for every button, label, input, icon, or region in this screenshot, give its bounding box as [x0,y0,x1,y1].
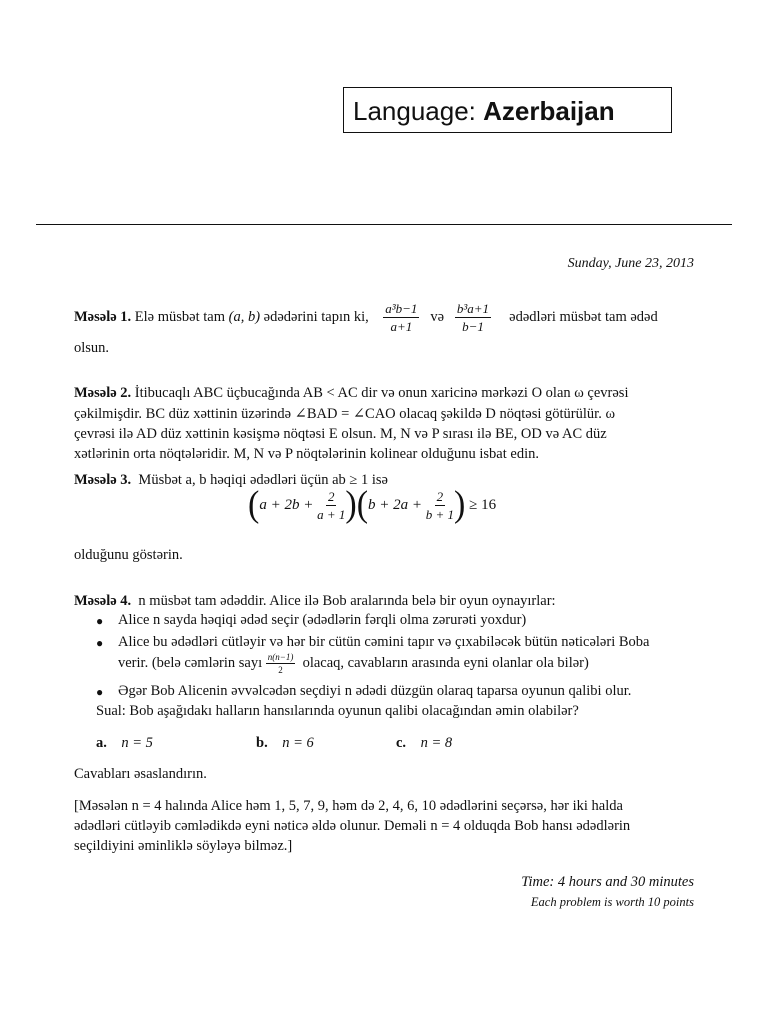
problem1-line2: olsun. [74,340,110,356]
answer-c-value: n = 8 [420,735,453,751]
time-limit: Time: 4 hours and 30 minutes [521,874,694,890]
answer-a [96,735,153,752]
problem3-line1 [74,472,388,489]
f1-prefix: a + 2b + [259,496,314,513]
problem2-text1: İtibucaqlı ABC üçbucağında AB < AC dir və onun xaricinə mərkəzi O olan ω çevrəsi [134,385,629,401]
language-value: Azerbaijan [483,96,615,126]
problem2-line4: xətlərinin orta nöqtələridir. M, N və P nöqtələrinin kolinear olduğunu isbat edin. [74,446,539,462]
header-divider [36,224,732,225]
date: Sunday, June 23, 2013 [567,256,694,271]
problem4-justify: Cavabları əsaslandırın. [74,766,207,782]
f1-numerator: 2 [327,488,335,504]
problem4-example1: [Məsələn n = 4 halında Alice həm 1, 5, 7, 9, həm də 2, 4, 6, 10 ədədlərini seçərsə, hər iki halda [74,798,623,814]
problem2-line3: çevrəsi ilə AD düz xəttinin kəsişmə nöqtəsi E olsun. M, N və P sırası ilə BE, OD və AC düz [74,426,607,442]
answer-a-value: n = 5 [121,735,153,751]
problem3-outro: olduğunu göstərin. [74,547,183,563]
problem4-line1 [74,593,556,610]
left-paren-1: ( [248,484,260,525]
right-paren-1: ) [345,484,357,525]
problem4-example2: ədədləri cütləyib cəmlədikdə eyni nəticə əldə olunur. Deməli n = 4 olduqda Bob hansı ədədlərin [74,818,631,834]
problem4-bullet1: Alice n sayda həqiqi ədəd seçir (ədədlərin fərqli olma zərurəti yoxdur) [118,612,527,628]
f1-fraction [317,489,345,522]
bullet2-frac-denominator: 2 [278,665,283,675]
bullet2-text-a: verir. (belə cəmlərin sayı [118,655,263,671]
points-note: Each problem is worth 10 points [530,895,694,909]
f2-denominator: b + 1 [425,506,455,522]
inequality-rhs: ≥ 16 [469,496,497,513]
frac1-numerator: a³b−1 [385,301,418,316]
problem4-question: Sual: Bob aşağıdakı halların hansılarında oyunun qalibi olacağından əmin olabilər? [96,703,579,719]
problem2-line1 [74,385,628,402]
frac1-denominator: a+1 [390,319,413,334]
right-paren-2: ) [454,484,466,525]
problem1-text-a: Elə müsbət tam [134,309,225,325]
language-label: Language: [353,96,476,126]
problem1-text-b: ədədərini tapın ki, [263,309,369,325]
answer-c-label: c. [396,735,407,751]
f2-fraction [426,489,454,522]
f2-prefix: b + 2a + [368,496,423,513]
problem2-label: Məsələ 2. [74,385,132,401]
frac2-numerator: b³a+1 [456,301,490,316]
bullet-dot-2: ● [96,636,104,650]
problem1-conj: və [430,309,444,325]
problem4-example3: seçildiyini əminliklə söyləyə bilməz.] [74,838,293,854]
f1-denominator: a + 1 [317,506,346,522]
left-paren-2: ( [356,484,369,525]
answer-b-label: b. [256,735,268,751]
problem1-frac2 [455,301,491,334]
problem1-frac1 [383,301,419,334]
f2-numerator: 2 [436,488,444,504]
language-box [343,87,672,133]
answer-b [256,735,314,752]
problem3-inequality [248,484,497,525]
problem1-text-c: ədədləri müsbət tam ədəd [509,309,658,325]
problem3-intro: Müsbət a, b həqiqi ədədləri üçün ab ≥ 1 isə [138,472,388,488]
frac2-denominator: b−1 [462,319,484,334]
bullet-dot-3: ● [96,685,104,699]
problem4-intro: n müsbət tam ədəddir. Alice ilə Bob aralarında belə bir oyun oynayırlar: [138,593,556,609]
problem4-bullet2-line2 [118,652,589,675]
answer-b-value: n = 6 [282,735,314,751]
answer-c [396,735,452,752]
bullet2-fraction [266,652,296,675]
problem1-label: Məsələ 1. [74,309,132,325]
problem4-bullet2-line1: Alice bu ədədləri cütləyir və hər bir cütün cəmini tapır və çıxabiləcək bütün nəticələri Boba [118,634,650,650]
bullet2-text-b: olacaq, cavabların arasında eyni olanlar ola bilər) [302,655,589,671]
problem2-line2: çəkilmişdir. BC düz xəttinin üzərində ∠BAD = ∠CAO olacaq şəkildə D nöqtəsi götürülür. ω [74,406,615,422]
problem1-pair: (a, b) [228,309,261,325]
problem3-label: Məsələ 3. [74,472,132,488]
problem4-bullet3: Əgər Bob Alicenin əvvəlcədən seçdiyi n ədədi düzgün olaraq taparsa oyunun qalibi olur. [118,683,632,699]
problem4-label: Məsələ 4. [74,593,132,609]
answer-a-label: a. [96,735,107,751]
bullet-dot-1: ● [96,614,104,628]
problem1-line1 [74,301,658,334]
bullet2-frac-numerator: n(n−1) [267,652,294,662]
